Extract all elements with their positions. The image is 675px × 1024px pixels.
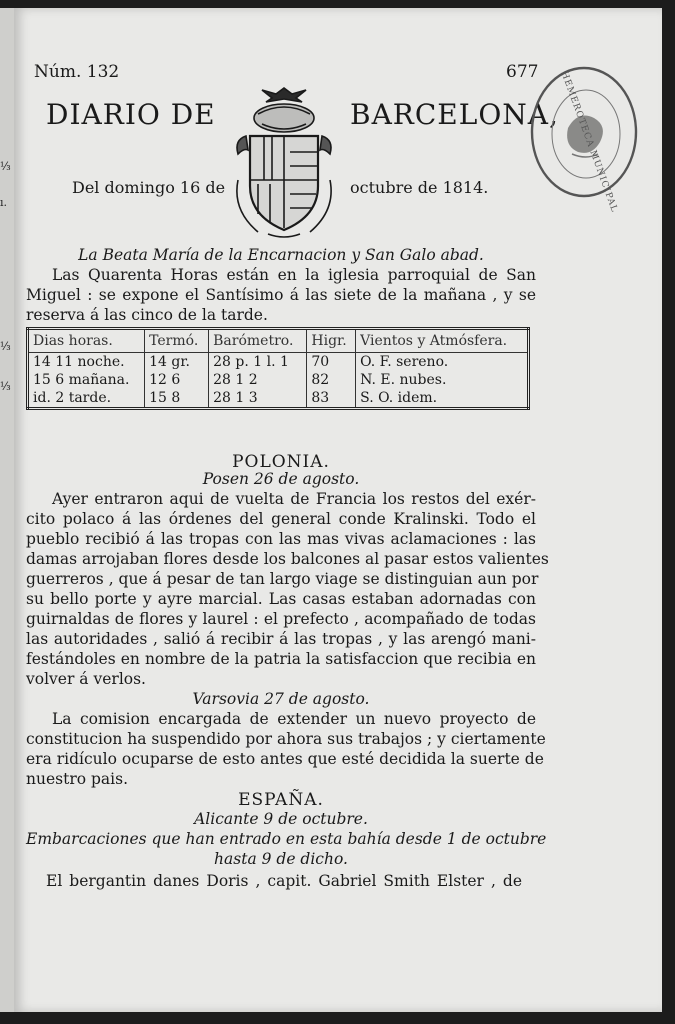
dateline-varsovia: Varsovia 27 de agosto.: [192, 690, 370, 708]
table-cell: 15 6 mañana.: [33, 372, 130, 388]
article-line: festándoles en nombre de la patria la satisfaccion que recibia en: [26, 650, 536, 668]
table-cell: id. 2 tarde.: [33, 390, 112, 406]
table-cell: 12 6: [145, 371, 209, 389]
weather-table: [26, 327, 530, 410]
barcelona-coat-of-arms-icon: [228, 84, 340, 244]
masthead-title-left: DIARIO DE: [46, 98, 216, 131]
column-header: Vientos y Atmósfera.: [356, 329, 529, 353]
table-cell: 83: [307, 389, 356, 409]
article-line: nuestro pais.: [26, 770, 128, 788]
table-cell: 28 1 3: [209, 389, 307, 409]
intro-line: Miguel : se expone el Santísimo á las siete de la mañana , y se: [26, 286, 536, 304]
article-line: guerreros , que á pesar de tan largo viage se distinguian aun por: [26, 570, 539, 588]
date-left: Del domingo 16 de: [72, 178, 226, 197]
table-row: [28, 371, 529, 389]
margin-mark: ⅓: [0, 160, 11, 173]
issue-number: Núm. 132: [34, 62, 120, 82]
article-line: volver á verlos.: [26, 670, 146, 688]
margin-mark: ⅓: [0, 340, 11, 353]
column-header: Higr.: [307, 329, 356, 353]
article-line: cito polaco á las órdenes del general conde Kralinski. Todo el: [26, 510, 536, 528]
table-cell: 82: [307, 371, 356, 389]
table-cell: 14 gr.: [145, 353, 209, 372]
page-number: 677: [506, 62, 539, 82]
article-line: guirnaldas de flores y laurel : el prefecto , acompañado de todas: [26, 610, 536, 628]
masthead-title-right: BARCELONA,: [350, 98, 559, 131]
stamp-text: HEMEROTECA MUNICIPAL: [558, 70, 620, 214]
article-line: damas arrojaban flores desde los balcones al pasar estos valientes: [26, 550, 549, 568]
article-line: pueblo recibió á las tropas con las mas vivas aclamaciones : las: [26, 530, 536, 548]
margin-mark: ı.: [0, 196, 8, 209]
margin-mark: ⅓: [0, 380, 11, 393]
article-line: constitucion ha suspendido por ahora sus trabajos ; y ciertamente: [26, 730, 546, 748]
intro-line: reserva á las cinco de la tarde.: [26, 306, 268, 324]
table-cell: 15 8: [145, 389, 209, 409]
table-row: [28, 353, 529, 372]
table-cell: S. O. idem.: [356, 389, 529, 409]
table-cell: 28 p. 1 l. 1: [209, 353, 307, 372]
embarcaciones-heading: Embarcaciones que han entrado en esta bahía desde 1 de octubre: [26, 830, 547, 848]
column-header: Barómetro.: [209, 329, 307, 353]
saints-line: La Beata María de la Encarnacion y San Galo abad.: [78, 246, 484, 264]
article-line: La comision encargada de extender un nuevo proyecto de: [52, 710, 536, 728]
table-cell: 70: [307, 353, 356, 372]
table-header-row: [28, 329, 529, 353]
table-cell: 28 1 2: [209, 371, 307, 389]
library-stamp-icon: [528, 62, 640, 214]
article-line: era ridículo ocuparse de esto antes que esté decidida la suerte de: [26, 750, 544, 768]
section-heading-polonia: POLONIA.: [232, 452, 330, 472]
page-edge: [0, 8, 14, 1012]
article-line: su bello porte y ayre marcial. Las casas estaban adornadas con: [26, 590, 536, 608]
table-cell: N. E. nubes.: [356, 371, 529, 389]
embarcaciones-heading: hasta 9 de dicho.: [214, 850, 348, 868]
table-cell: 14 11 noche.: [33, 354, 125, 370]
dateline-posen: Posen 26 de agosto.: [202, 470, 360, 488]
column-header: Dias horas.: [28, 329, 145, 353]
article-line: Ayer entraron aqui de vuelta de Francia los restos del exér-: [52, 490, 536, 508]
table-cell: O. F. sereno.: [356, 353, 529, 372]
article-line: las autoridades , salió á recibir á las tropas , y las arengó mani-: [26, 630, 536, 648]
table-row: [28, 389, 529, 409]
article-line: El bergantin danes Doris , capit. Gabriel Smith Elster , de: [46, 872, 522, 890]
intro-line: Las Quarenta Horas están en la iglesia parroquial de San: [52, 266, 536, 284]
dateline-alicante: Alicante 9 de octubre.: [194, 810, 368, 828]
date-right: octubre de 1814.: [350, 178, 489, 197]
column-header: Termó.: [145, 329, 209, 353]
section-heading-espana: ESPAÑA.: [238, 790, 324, 810]
